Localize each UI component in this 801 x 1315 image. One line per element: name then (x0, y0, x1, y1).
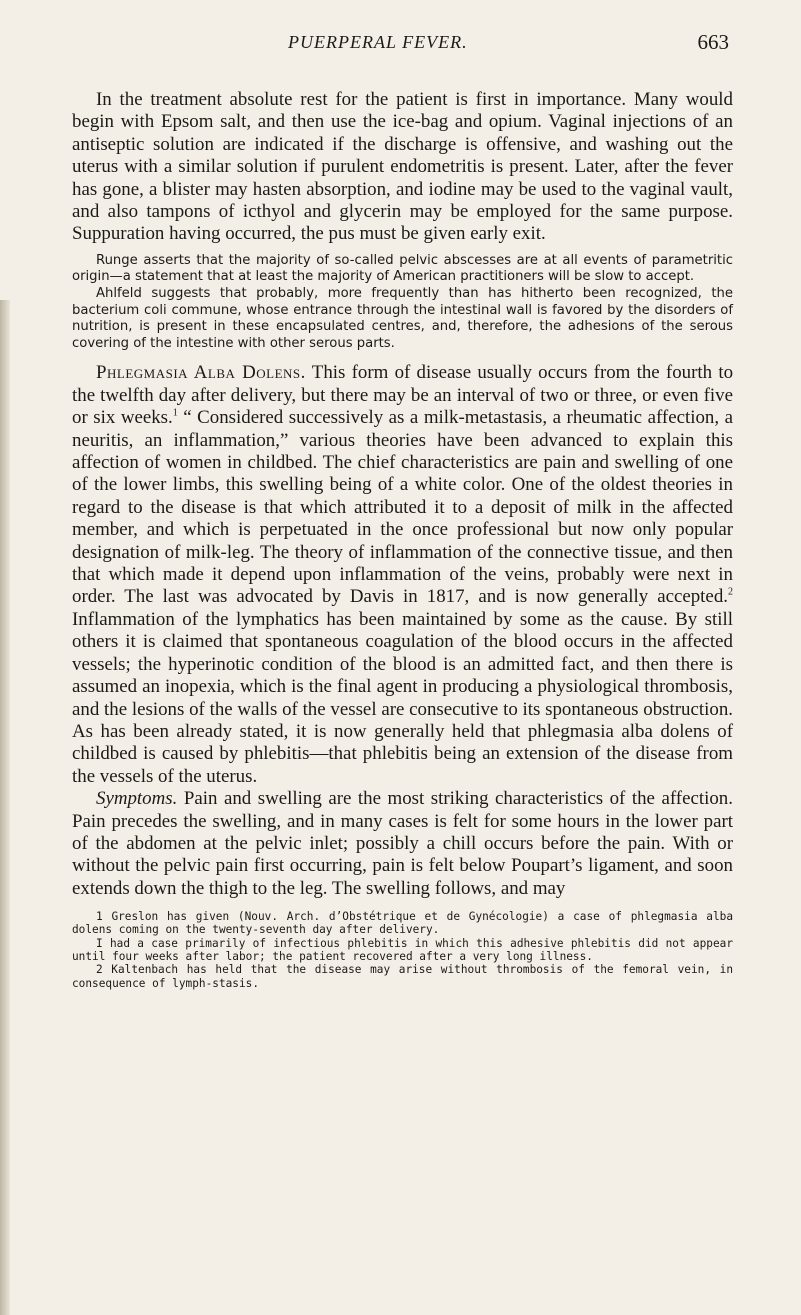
treatment-paragraph: In the treatment absolute rest for the patient is first in importance. Many would begin with Epsom salt, and then use the ice-bag and opium. Vaginal injections of an antiseptic solution are indicated if the discharge is offensive, and washing out the uterus with a similar solution if purulent endometritis is present. Later, after the fever has gone, a blister may hasten absorption, and iodine may be used to the vaginal vault, and also tampons of icthyol and glycerin may be employed for the same purpose. Suppuration having occurred, the pus must be given early exit. (72, 89, 733, 245)
footnote-1: 1 Greslon has given (Nouv. Arch. d’Obstétrique et de Gynécologie) a case of phlegmasia alba dolens coming on the twenty-seventh day after delivery. (72, 910, 733, 937)
page-number: 663 (697, 30, 729, 54)
runge-note: Runge asserts that the majority of so-called pelvic abscesses are at all events of parametritic origin—a statement that at least the majority of American practitioners will be slow to accept. (72, 252, 733, 285)
phlegmasia-text-c: Inflammation of the lymphatics has been maintained by some as the cause. By still others it is claimed that spontaneous coagulation of the blood occurs in the affected vessels; the hyperinotic condition of the blood is an admitted fact, and then there is assumed an inopexia, which is the final agent in producing a physiological thrombosis, and the lesions of the walls of the vessel are consecutive to its spontaneous obstruction. As has been already stated, it is now generally held that phlegmasia alba dolens of childbed is caused by phlebitis—that phlebitis being an extension of the disease from the vessels of the uterus. (72, 608, 733, 787)
page-content (72, 89, 733, 990)
running-title: PUERPERAL FEVER. (288, 32, 468, 52)
footnote-2: 2 Kaltenbach has held that the disease may arise without thrombosis of the femoral vein, in consequence of lymph-stasis. (72, 963, 733, 990)
footnote-ref-1: 1 (172, 407, 178, 419)
ahlfeld-note: Ahlfeld suggests that probably, more frequently than has hitherto been recognized, the bacterium coli commune, whose entrance through the intestinal wall is favored by the disorders of nutrition, is present in these encapsulated centres, and, therefore, the adhesions of the serous covering of the intestine with other serous parts. (72, 286, 733, 351)
footnote-ref-2: 2 (728, 587, 733, 599)
footnotes (72, 910, 733, 990)
page-header (60, 28, 741, 58)
symptoms-text: Pain and swelling are the most striking characteristics of the affection. Pain precedes the swelling, and in many cases is felt for some hours in the lower part of the abdomen at the pelvic inlet; possibly a chill occurs before the pain. With or without the pelvic pain first occurring, pain is felt below Poupart’s ligament, and soon extends down the thigh to the leg. The swelling follows, and may (72, 788, 733, 899)
phlegmasia-heading: Phlegmasia Alba Dolens. (96, 362, 306, 384)
symptoms-heading: Symptoms. (96, 788, 178, 810)
phlegmasia-text-b: “ Considered successively as a milk-metastasis, a rheumatic affection, a neuritis, an inflammation,” various theories have been advanced to explain this affection of women in childbed. The chief characteristics are pain and swelling of one of the lower limbs, this swelling being of a white color. One of the oldest theories in regard to the disease is that which attributed it to a deposit of milk in the affected member, and which is perpetuated in the once professional but now only popular designation of milk-leg. The theory of inflammation of the connective tissue, and then that which made it depend upon inflammation of the veins, probably were next in order. The last was advocated by Davis in 1817, and is now generally accepted. (72, 407, 733, 608)
symptoms-paragraph (72, 788, 733, 900)
phlegmasia-text-a: This form of disease usually occurs from the fourth to the twelfth day after delivery, but there may be an interval of two or three, or even five or six weeks. (72, 362, 734, 429)
phlegmasia-paragraph (72, 362, 733, 788)
binding-shadow (0, 300, 10, 1315)
footnote-1-continued: I had a case primarily of infectious phlebitis in which this adhesive phlebitis did not appear until four weeks after labor; the patient recovered after a very long illness. (72, 936, 733, 964)
